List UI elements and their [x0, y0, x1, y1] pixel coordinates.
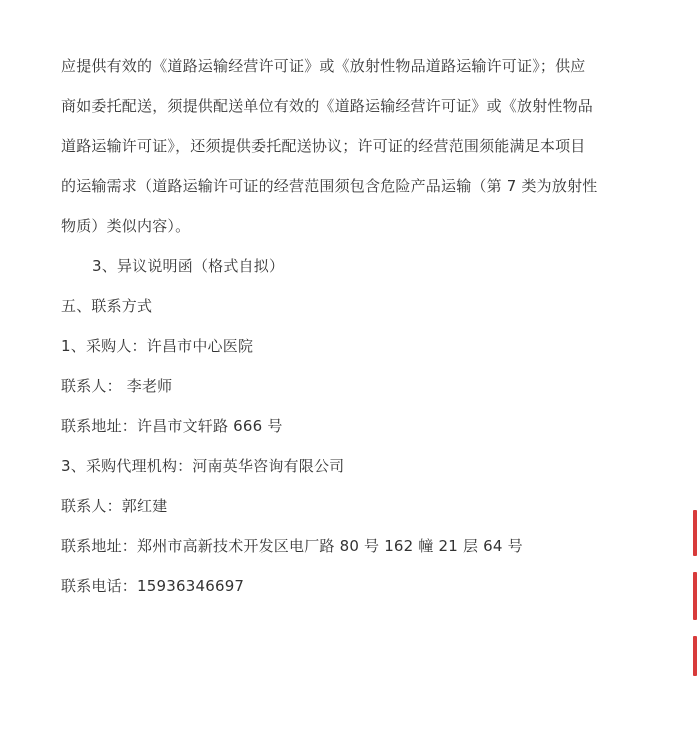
agency-line: 3、采购代理机构：河南英华咨询有限公司 [61, 457, 345, 475]
purchaser-contact-person: 联系人： 李老师 [61, 377, 173, 395]
objection-letter-item: 3、异议说明函（格式自拟） [92, 257, 285, 275]
stamp-fragment [693, 510, 697, 556]
agency-address: 联系地址：郑州市高新技术开发区电厂路 80 号 162 幢 21 层 64 号 [61, 537, 523, 555]
paragraph-line: 的运输需求（道路运输许可证的经营范围须包含危险产品运输（第 7 类为放射性 [61, 177, 598, 195]
red-stamp-edge [691, 510, 697, 680]
agency-phone: 联系电话：15936346697 [61, 577, 245, 595]
paragraph-line: 应提供有效的《道路运输经营许可证》或《放射性物品道路运输许可证》；供应 [61, 57, 586, 75]
stamp-fragment [693, 636, 697, 676]
purchaser-line: 1、采购人：许昌市中心医院 [61, 337, 254, 355]
section-heading-contact: 五、联系方式 [61, 297, 153, 315]
paragraph-line: 物质）类似内容）。 [61, 217, 191, 235]
agency-contact-person: 联系人：郭红建 [61, 497, 168, 515]
paragraph-line: 商如委托配送，须提供配送单位有效的《道路运输经营许可证》或《放射性物品 [61, 97, 594, 115]
purchaser-address: 联系地址：许昌市文轩路 666 号 [61, 417, 283, 435]
stamp-fragment [693, 572, 697, 620]
paragraph-line: 道路运输许可证》，还须提供委托配送协议；许可证的经营范围须能满足本项目 [61, 137, 586, 155]
document-body [61, 46, 601, 606]
